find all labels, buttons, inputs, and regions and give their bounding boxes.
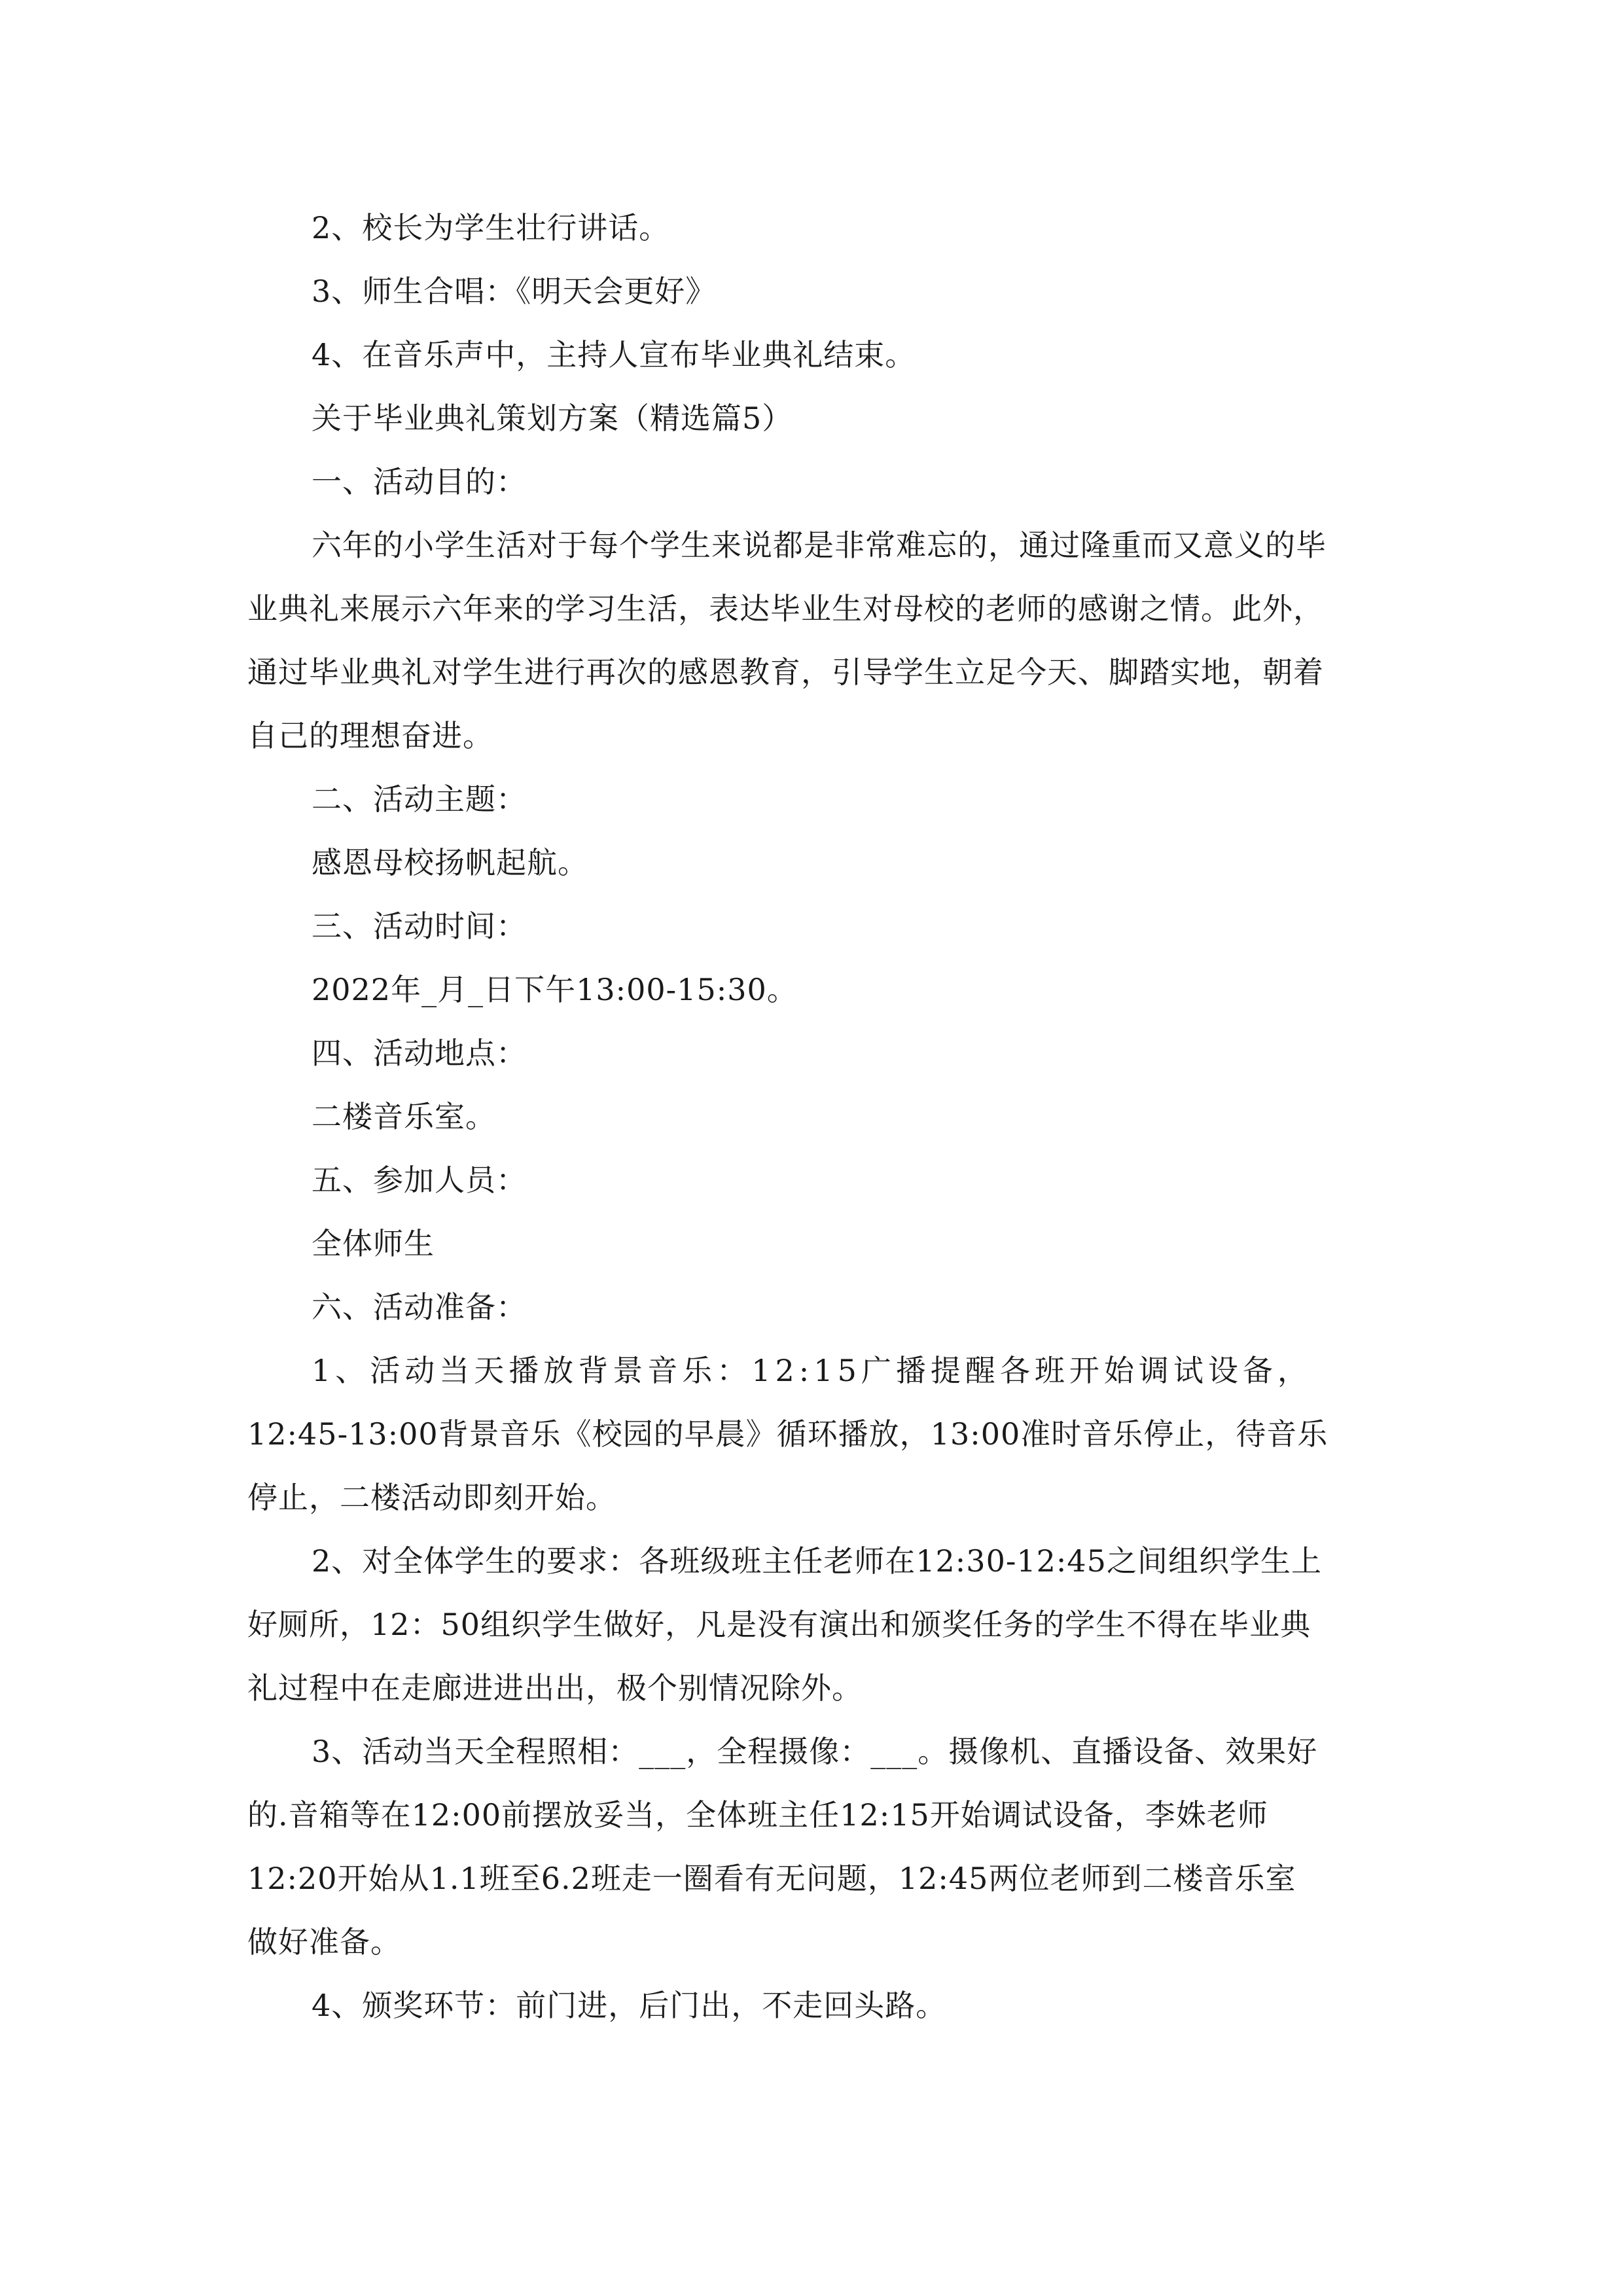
paragraph-line: 12:20开始从1.1班至6.2班走一圈看有无问题，12:45两位老师到二楼音乐室 <box>247 1861 1296 1896</box>
heading-theme: 二、活动主题： <box>312 781 527 817</box>
paragraph-line: 的.音箱等在12:00前摆放妥当，全体班主任12:15开始调试设备，李姝老师 <box>247 1797 1268 1833</box>
paragraph-line: 停止，二楼活动即刻开始。 <box>247 1480 616 1515</box>
prep-item-2 <box>247 1530 1382 1720</box>
paragraph-line: 12:45-13:00背景音乐《校园的早晨》循环播放，13:00准时音乐停止，待音乐 <box>247 1416 1329 1452</box>
paragraph-line: 礼过程中在走廊进进出出，极个别情况除外。 <box>247 1670 863 1706</box>
heading-time: 三、活动时间： <box>312 908 527 944</box>
paragraph-line: 业典礼来展示六年来的学习生活，表达毕业生对母校的老师的感谢之情。此外， <box>247 591 1324 626</box>
participants-text: 全体师生 <box>312 1226 435 1261</box>
document-body <box>247 196 1382 2037</box>
paragraph-line: 做好准备。 <box>247 1924 401 1960</box>
paragraph-line: 六年的小学生活对于每个学生来说都是非常难忘的，通过隆重而又意义的毕 <box>312 528 1327 563</box>
paragraph-line: 通过毕业典礼对学生进行再次的感恩教育，引导学生立足今天、脚踏实地，朝着 <box>247 655 1324 690</box>
theme-text: 感恩母校扬帆起航。 <box>312 845 588 880</box>
location-text: 二楼音乐室。 <box>312 1099 496 1134</box>
section-title: 关于毕业典礼策划方案（精选篇5） <box>312 401 793 436</box>
paragraph-line: 自己的理想奋进。 <box>247 718 493 753</box>
heading-location: 四、活动地点： <box>312 1035 527 1071</box>
time-text: 2022年_月_日下午13:00-15:30。 <box>312 972 798 1007</box>
text-line: 2、校长为学生壮行讲话。 <box>312 210 670 245</box>
paragraph-line: 1、活动当天播放背景音乐：12:15广播提醒各班开始调试设备， <box>312 1353 1312 1388</box>
prep-item-4: 4、颁奖环节：前门进，后门出，不走回头路。 <box>312 1988 947 2023</box>
heading-preparation: 六、活动准备： <box>312 1289 527 1325</box>
purpose-paragraph <box>247 514 1382 768</box>
text-line: 4、在音乐声中，主持人宣布毕业典礼结束。 <box>312 337 916 372</box>
text-line: 3、师生合唱：《明天会更好》 <box>312 274 717 309</box>
prep-item-1 <box>247 1339 1382 1530</box>
heading-participants: 五、参加人员： <box>312 1162 527 1198</box>
paragraph-line: 好厕所，12：50组织学生做好，凡是没有演出和颁奖任务的学生不得在毕业典 <box>247 1607 1311 1642</box>
prep-item-3 <box>247 1720 1382 1974</box>
paragraph-line: 3、活动当天全程照相：___，全程摄像：___。摄像机、直播设备、效果好 <box>312 1734 1318 1769</box>
heading-purpose: 一、活动目的： <box>312 464 527 499</box>
paragraph-line: 2、对全体学生的要求：各班级班主任老师在12:30-12:45之间组织学生上 <box>312 1543 1322 1579</box>
